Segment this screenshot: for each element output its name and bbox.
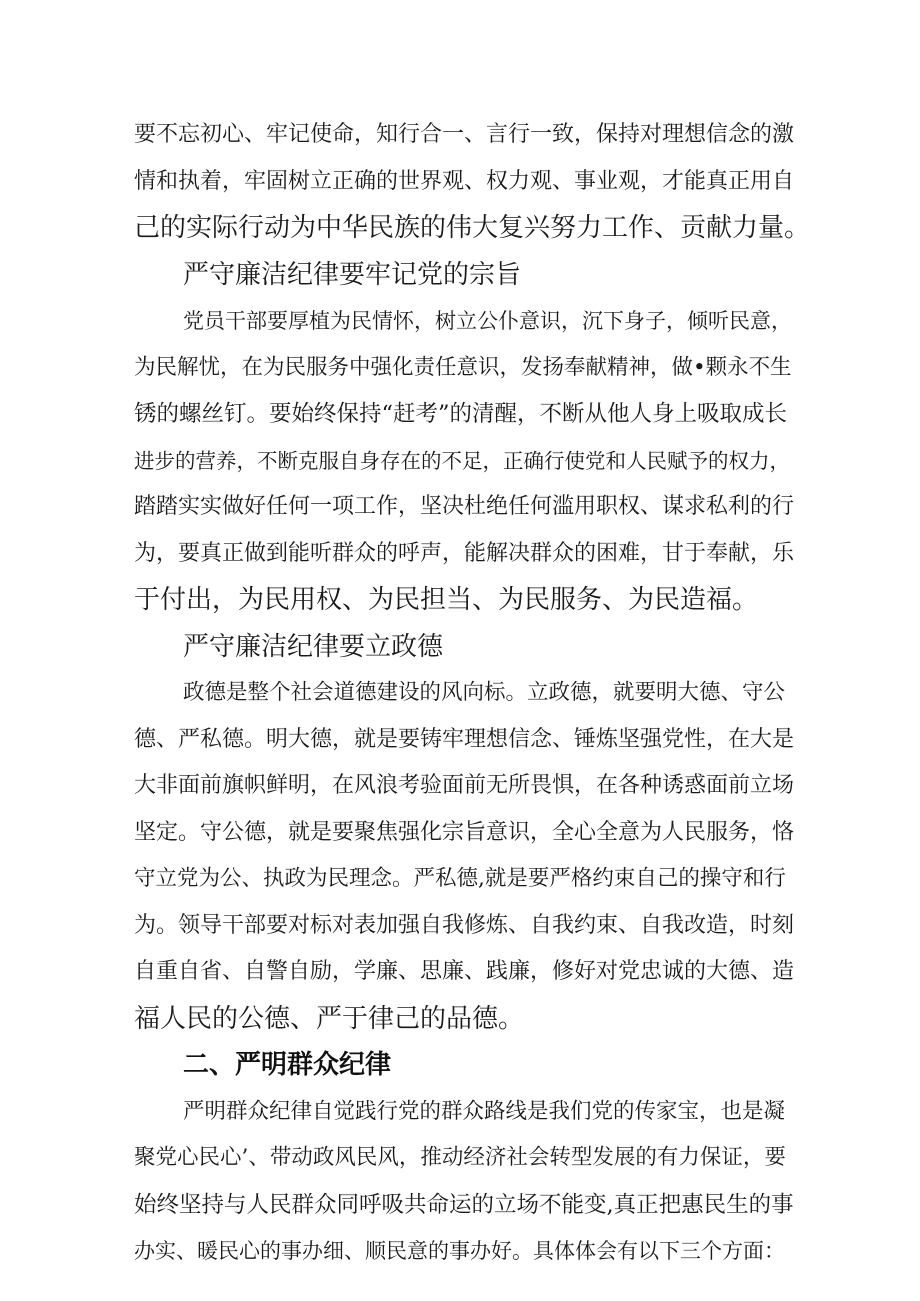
paragraph-line: 政德是整个社会道德建设的风向标。立政德，就要明大德、守公 — [183, 680, 786, 705]
paragraph-line: 锈的螺丝钉。要始终保持“赶考”的清醒，不断从他人身上吸取成长 — [134, 401, 788, 427]
paragraph-line: 德、严私德。明大德，就是要铸牢理想信念、锤炼坚强党性，在大是 — [134, 727, 795, 752]
paragraph-line: 党员干部要厚植为民情怀，树立公仆意识，沉下身子，倾听民意， — [183, 309, 792, 333]
paragraph-line: 为民解忧，在为民服务中强化责任意识，发扬奉献精神，做•颗永不生 — [134, 355, 792, 380]
section-heading: 二、严明群众纪律 — [183, 1050, 392, 1080]
paragraph-line: 办实、暖民心的事办细、顺民意的事办好。具体体会有以下三个方面： — [134, 1239, 785, 1263]
paragraph-line: 要不忘初心、牢记使命，知行合一、言行一致，保持对理想信念的激 — [134, 122, 795, 147]
paragraph-line: 始终坚持与人民群众同呼吸共命运的立场不能变,真正把惠民生的事 — [134, 1192, 794, 1218]
section-subheading: 严守廉洁纪律要牢记党的宗旨 — [183, 260, 522, 290]
paragraph-line: 踏踏实实做好任何一项工作，坚决杜绝任何滥用职权、谋求私利的行 — [134, 494, 795, 519]
paragraph-line: 为。领导干部要对标对表加强自我修炼、自我约束、自我改造，时刻 — [134, 913, 795, 938]
paragraph-line: 大非面前旗帜鲜明，在风浪考验面前无所畏惧，在各种诱惑面前立场 — [134, 773, 795, 798]
paragraph-line: 进步的营养，不断克服自身存在的不足，正确行使党和人民赋予的权力， — [134, 449, 790, 473]
paragraph-line: 为，要真正做到能听群众的呼声，能解决群众的困难，甘于奉献，乐 — [134, 541, 795, 566]
paragraph-line: 自重自省、自警自励，学廉、思廉、践廉，修好对党忠诚的大德、造 — [134, 959, 795, 984]
section-subheading: 严守廉洁纪律要立政德 — [183, 632, 444, 662]
paragraph-line: 聚党心民心’、带动政风民风，推动经济社会转型发展的有力保证，要 — [134, 1145, 786, 1170]
paragraph-line: 严明群众纪律自觉践行党的群众路线是我们党的传家宝，也是凝 — [183, 1099, 786, 1124]
paragraph-line: 情和执着，牢固树立正确的世界观、权力观、事业观，才能真正用自 — [134, 169, 795, 194]
paragraph-line: 于付出，为民用权、为民担当、为民服务、为民造福。 — [134, 585, 759, 615]
paragraph-line: 福人民的公德、严于律己的品德。 — [134, 1004, 525, 1034]
paragraph-line: 坚定。守公德，就是要聚焦强化宗旨意识，全心全意为人民服务，恪 — [134, 820, 795, 845]
paragraph-line: 己的实际行动为中华民族的伟大复兴努力工作、贡献力量。 — [134, 213, 811, 243]
paragraph-line: 守立党为公、执政为民理念。严私德,就是要严格约束自己的操守和行 — [134, 866, 786, 891]
